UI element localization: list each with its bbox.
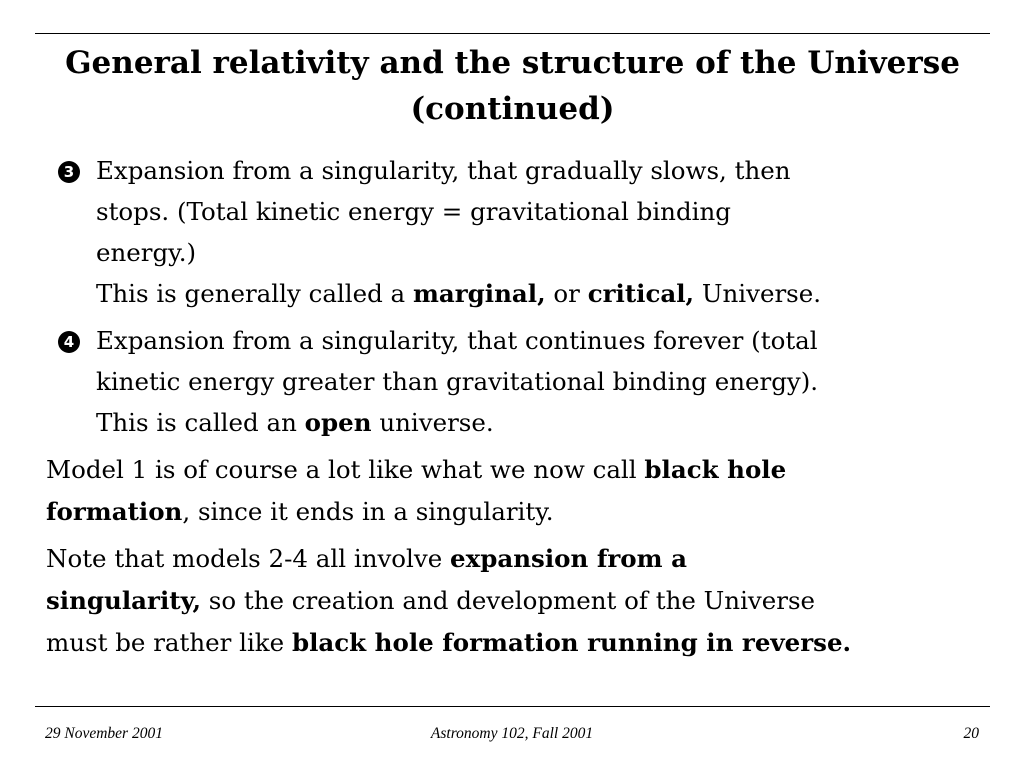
item-3-line-1: Expansion from a singularity, that gradually slows, then bbox=[96, 156, 791, 185]
paragraph-1-line-1 bbox=[46, 449, 990, 491]
top-rule bbox=[35, 33, 990, 34]
paragraph-2-text-a: Note that models 2-4 all involve bbox=[46, 544, 451, 573]
paragraph-1-text-a: Model 1 is of course a lot like what we now call bbox=[46, 455, 645, 484]
term-open: open bbox=[304, 408, 372, 437]
term-formation: formation bbox=[46, 497, 183, 526]
paragraph-2-line-3 bbox=[46, 622, 990, 664]
paragraph-2-text-b: so the creation and development of the Universe bbox=[201, 586, 816, 615]
item-4-line-3-text-a: This is called an bbox=[96, 408, 305, 437]
item-4-line-3-text-b: universe. bbox=[371, 408, 494, 437]
slide-title bbox=[35, 40, 990, 132]
item-3-line-2: stops. (Total kinetic energy = gravitational binding bbox=[96, 197, 731, 226]
term-critical: critical, bbox=[587, 279, 695, 308]
term-expansion-from-a: expansion from a bbox=[450, 544, 687, 573]
slide-title-line-2: (continued) bbox=[410, 91, 615, 127]
paragraph-models-2-4 bbox=[46, 538, 990, 664]
footer-course: Astronomy 102, Fall 2001 bbox=[430, 725, 594, 742]
paragraph-1-text-b: , since it ends in a singularity. bbox=[182, 497, 554, 526]
paragraph-2-line-2 bbox=[46, 580, 990, 622]
slide-title-line-1: General relativity and the structure of the Universe bbox=[65, 45, 960, 81]
number-3-bullet-icon: 3 bbox=[58, 161, 80, 183]
item-4-line-1: Expansion from a singularity, that continues forever (total bbox=[96, 326, 818, 355]
paragraph-1-line-2 bbox=[46, 491, 990, 533]
item-3-line-4 bbox=[96, 273, 990, 314]
number-4-bullet-icon: 4 bbox=[58, 331, 80, 353]
item-4-line-2: kinetic energy greater than gravitational binding energy). bbox=[96, 367, 819, 396]
slide-body bbox=[46, 150, 990, 669]
item-3-line-4-text-a: This is generally called a bbox=[96, 279, 413, 308]
list-item-model-3 bbox=[46, 150, 990, 314]
item-3-line-4-text-c: Universe. bbox=[694, 279, 822, 308]
footer-page-number: 20 bbox=[963, 725, 979, 742]
paragraph-model-1 bbox=[46, 449, 990, 533]
paragraph-2-text-c: must be rather like bbox=[46, 628, 292, 657]
footer-date: 29 November 2001 bbox=[45, 725, 163, 742]
term-black-hole: black hole bbox=[644, 455, 787, 484]
item-4-line-3 bbox=[96, 402, 990, 443]
item-3-line-3: energy.) bbox=[96, 238, 197, 267]
term-black-hole-formation-reverse: black hole formation running in reverse. bbox=[291, 628, 852, 657]
list-item-model-4 bbox=[46, 320, 990, 443]
paragraph-2-line-1 bbox=[46, 538, 990, 580]
term-singularity: singularity, bbox=[46, 586, 201, 615]
term-marginal: marginal, bbox=[412, 279, 546, 308]
bottom-rule bbox=[35, 706, 990, 707]
item-3-line-4-text-b: or bbox=[545, 279, 588, 308]
